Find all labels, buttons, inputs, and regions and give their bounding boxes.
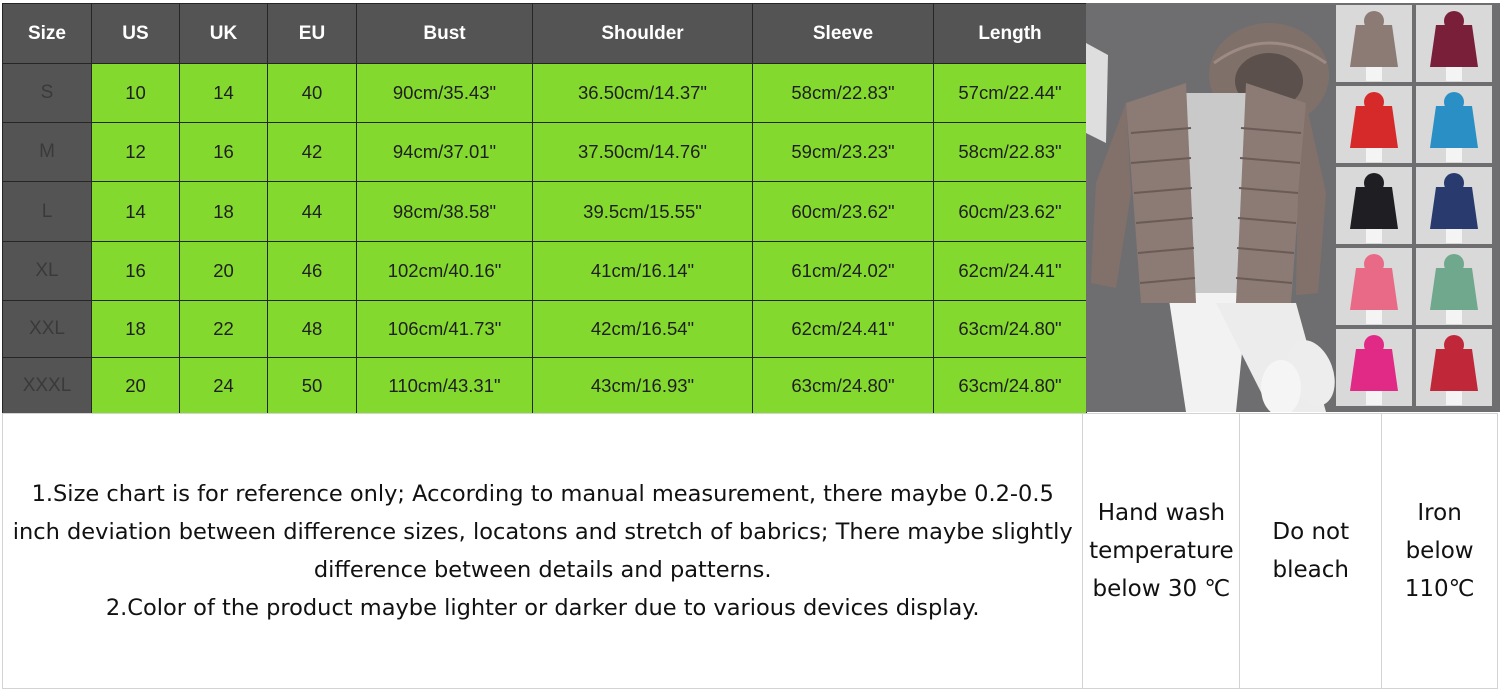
table-cell-us: 10 (92, 64, 180, 123)
column-header-eu: EU (268, 4, 357, 64)
table-cell-bust: 98cm/38.58" (357, 182, 533, 242)
color-variant-hood (1364, 254, 1384, 274)
table-cell-length: 60cm/23.62" (934, 182, 1087, 242)
size-notes (3, 414, 1083, 688)
note-line-2: 2.Color of the product maybe lighter or darker due to various devices display. (105, 595, 980, 621)
table-row (3, 64, 1087, 123)
color-variant-pants (1366, 391, 1382, 405)
table-cell-length: 57cm/22.44" (934, 64, 1087, 123)
size-label-cell: M (3, 123, 92, 182)
color-variant-hood (1364, 173, 1384, 193)
column-header-shoulder: Shoulder (533, 4, 753, 64)
table-header-row (3, 4, 1087, 64)
color-variant-hood (1444, 254, 1464, 274)
table-row (3, 182, 1087, 242)
color-variant-pants (1366, 229, 1382, 243)
jacket-illustration (1086, 3, 1500, 412)
size-label-cell: XXL (3, 301, 92, 358)
table-cell-eu: 42 (268, 123, 357, 182)
table-cell-bust: 102cm/40.16" (357, 242, 533, 301)
table-cell-uk: 16 (180, 123, 268, 182)
table-cell-length: 62cm/24.41" (934, 242, 1087, 301)
table-cell-sleeve: 63cm/24.80" (753, 358, 934, 414)
table-cell-shoulder: 42cm/16.54" (533, 301, 753, 358)
color-variant-hood (1364, 335, 1384, 355)
note-line-1: 1.Size chart is for reference only; According to manual measurement, there maybe 0.2-0.5 inch deviation between difference sizes, locatons and stretch of babrics; There maybe slightly difference between details and patterns. (12, 481, 1073, 583)
size-label-cell: S (3, 64, 92, 123)
table-cell-shoulder: 41cm/16.14" (533, 242, 753, 301)
iron-label: Iron below 110℃ (1404, 500, 1475, 602)
table-cell-length: 63cm/24.80" (934, 301, 1087, 358)
size-label-cell: L (3, 182, 92, 242)
column-header-length: Length (934, 4, 1087, 64)
no-bleach-label: Do not bleach (1272, 519, 1350, 583)
color-variant-pants (1446, 148, 1462, 162)
column-header-size: Size (3, 4, 92, 64)
color-variant-jacket (1430, 106, 1478, 148)
color-variant-hood (1444, 11, 1464, 31)
care-bleach-cell (1240, 414, 1382, 688)
table-cell-uk: 20 (180, 242, 268, 301)
column-header-us: US (92, 4, 180, 64)
size-chart-table (2, 3, 1087, 414)
table-cell-sleeve: 58cm/22.83" (753, 64, 934, 123)
color-variant-jacket (1350, 187, 1398, 229)
table-cell-eu: 48 (268, 301, 357, 358)
table-cell-us: 20 (92, 358, 180, 414)
color-variant-hood (1364, 92, 1384, 112)
table-cell-eu: 40 (268, 64, 357, 123)
color-variant-pants (1446, 67, 1462, 81)
color-variant-jacket (1430, 349, 1478, 391)
size-label-cell: XXXL (3, 358, 92, 414)
column-header-sleeve: Sleeve (753, 4, 934, 64)
color-variant-jacket (1350, 106, 1398, 148)
color-variant-pants (1446, 391, 1462, 405)
table-cell-eu: 50 (268, 358, 357, 414)
color-variant-pants (1366, 148, 1382, 162)
table-row (3, 358, 1087, 414)
table-cell-eu: 44 (268, 182, 357, 242)
table-cell-bust: 106cm/41.73" (357, 301, 533, 358)
color-variant-jacket (1350, 25, 1398, 67)
care-iron-cell (1382, 414, 1497, 688)
table-cell-bust: 110cm/43.31" (357, 358, 533, 414)
table-cell-us: 16 (92, 242, 180, 301)
color-variant-pants (1366, 310, 1382, 324)
product-photo (1086, 3, 1500, 412)
table-cell-bust: 94cm/37.01" (357, 123, 533, 182)
color-variant-pants (1446, 310, 1462, 324)
color-variant-pants (1366, 67, 1382, 81)
table-row (3, 123, 1087, 182)
table-cell-sleeve: 62cm/24.41" (753, 301, 934, 358)
table-cell-uk: 24 (180, 358, 268, 414)
care-wash-cell (1083, 414, 1240, 688)
column-header-uk: UK (180, 4, 268, 64)
color-variant-jacket (1430, 268, 1478, 310)
table-cell-length: 58cm/22.83" (934, 123, 1087, 182)
table-cell-shoulder: 39.5cm/15.55" (533, 182, 753, 242)
table-cell-uk: 14 (180, 64, 268, 123)
hand-wash-label: Hand wash temperature below 30 ℃ (1089, 500, 1234, 602)
table-cell-sleeve: 61cm/24.02" (753, 242, 934, 301)
column-header-bust: Bust (357, 4, 533, 64)
table-row (3, 242, 1087, 301)
notes-and-care-row (2, 413, 1498, 689)
table-cell-length: 63cm/24.80" (934, 358, 1087, 414)
color-variant-hood (1364, 11, 1384, 31)
table-cell-sleeve: 60cm/23.62" (753, 182, 934, 242)
table-cell-us: 12 (92, 123, 180, 182)
color-variant-hood (1444, 92, 1464, 112)
color-variant-jacket (1430, 187, 1478, 229)
table-cell-sleeve: 59cm/23.23" (753, 123, 934, 182)
size-label-cell: XL (3, 242, 92, 301)
table-cell-us: 14 (92, 182, 180, 242)
color-variant-jacket (1430, 25, 1478, 67)
table-body (3, 64, 1087, 414)
color-variant-pants (1446, 229, 1462, 243)
table-row (3, 301, 1087, 358)
table-cell-bust: 90cm/35.43" (357, 64, 533, 123)
color-variant-hood (1444, 173, 1464, 193)
table-cell-eu: 46 (268, 242, 357, 301)
table-cell-shoulder: 37.50cm/14.76" (533, 123, 753, 182)
table-cell-uk: 18 (180, 182, 268, 242)
color-variant-hood (1444, 335, 1464, 355)
color-variant-jacket (1350, 349, 1398, 391)
table-cell-shoulder: 43cm/16.93" (533, 358, 753, 414)
table-cell-uk: 22 (180, 301, 268, 358)
table-cell-us: 18 (92, 301, 180, 358)
color-variant-jacket (1350, 268, 1398, 310)
table-cell-shoulder: 36.50cm/14.37" (533, 64, 753, 123)
